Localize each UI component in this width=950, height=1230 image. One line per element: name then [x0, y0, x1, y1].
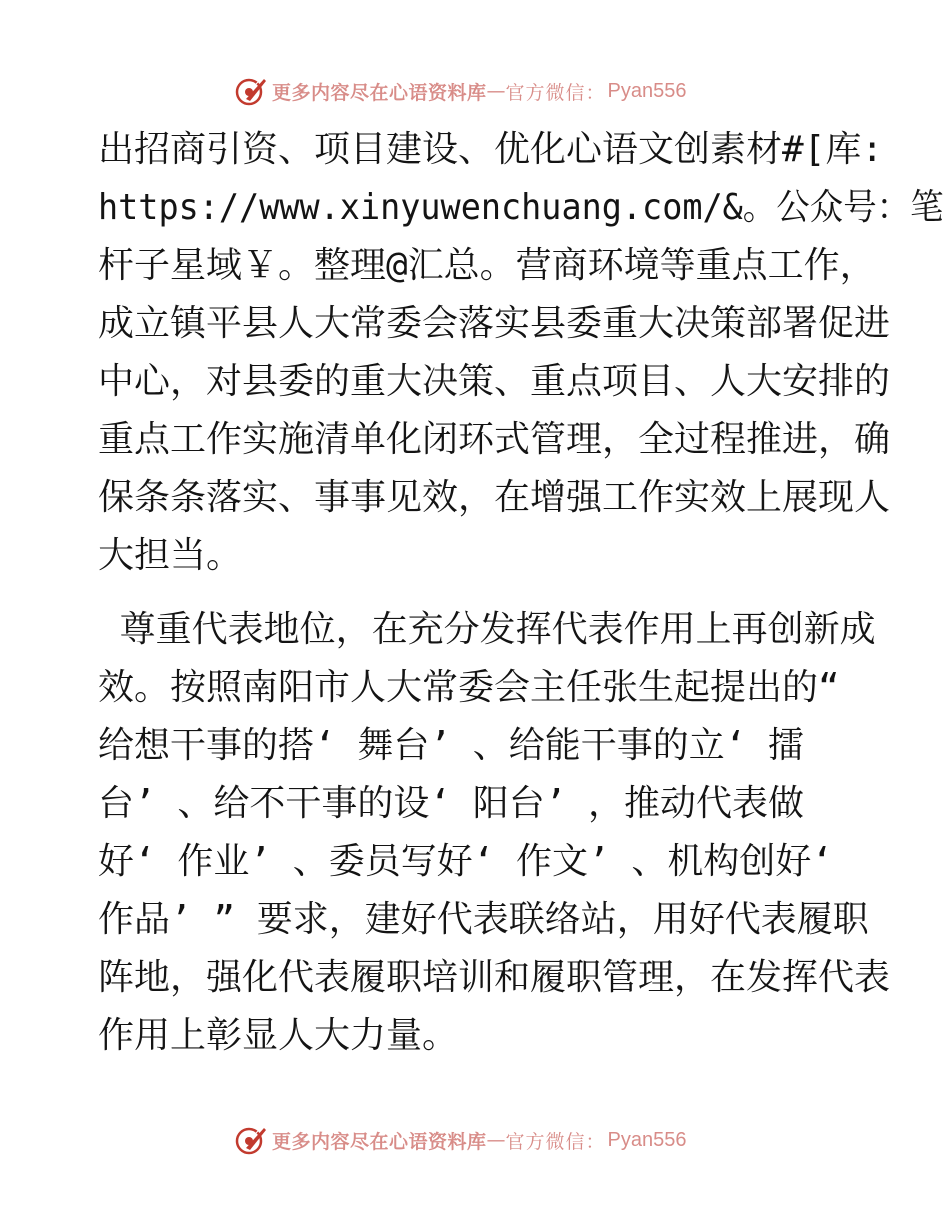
banner-label: 官方微信： [505, 81, 606, 104]
pen-logo-icon [234, 1123, 268, 1157]
banner-wechat-id: Pyan556 [607, 79, 687, 102]
text-line: 重点工作实施清单化闭环式管理，全过程推进，确 [98, 419, 891, 460]
banner-separator: — [486, 80, 506, 102]
banner-main-text: 更多内容尽在心语资料库 [272, 81, 487, 104]
banner-separator: — [486, 1129, 506, 1151]
text-line: 大担当。 [98, 535, 243, 576]
text-line: 作用上彰显人大力量。 [98, 1015, 459, 1056]
pen-logo-icon [234, 74, 268, 108]
text-line: 好‘ 作业’ 、委员写好‘ 作文’ 、机构创好‘ [98, 841, 834, 882]
footer-banner [234, 1123, 687, 1157]
text-line: 出招商引资、项目建设、优化心语文创素材#[库: [98, 129, 884, 170]
text-line: 中心，对县委的重大决策、重点项目、人大安排的 [98, 361, 891, 402]
text-line: 作品’ ” 要求，建好代表联络站，用好代表履职 [98, 899, 869, 940]
text-line: 阵地，强化代表履职培训和履职管理，在发挥代表 [98, 957, 891, 998]
header-banner [234, 74, 687, 108]
text-line: 台’ 、给不干事的设‘ 阳台’ ，推动代表做 [98, 783, 805, 824]
banner-wechat-id: Pyan556 [607, 1128, 687, 1151]
text-line: 尊重代表地位，在充分发挥代表作用上再创新成 [98, 609, 876, 650]
text-line: https://www.xinyuwenchuang.com/&。公众号：笔 [98, 187, 944, 228]
banner-main-text: 更多内容尽在心语资料库 [272, 1130, 487, 1153]
text-line: 杆子星域￥。整理@汇总。营商环境等重点工作， [98, 245, 876, 286]
text-line: 保条条落实、事事见效，在增强工作实效上展现人 [98, 477, 891, 518]
text-line: 给想干事的搭‘ 舞台’ 、给能干事的立‘ 擂 [98, 725, 805, 766]
banner-label: 官方微信： [505, 1130, 606, 1153]
text-line: 成立镇平县人大常委会落实县委重大决策部署促进 [98, 303, 891, 344]
text-line: 效。按照南阳市人大常委会主任张生起提出的“ [98, 667, 840, 708]
